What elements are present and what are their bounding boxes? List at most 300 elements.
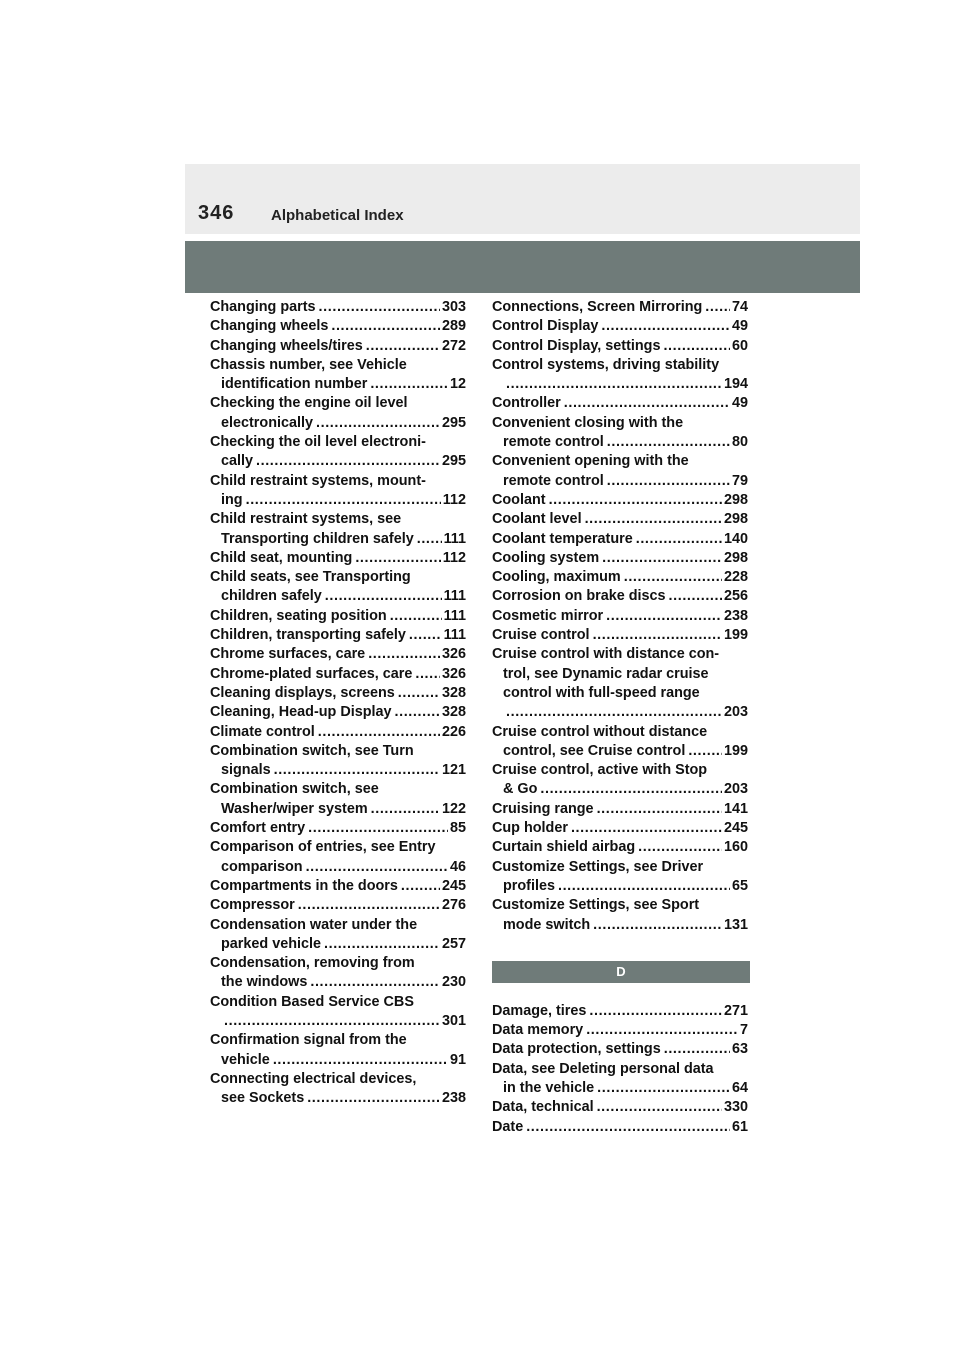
page-reference: 111: [443, 627, 466, 644]
entry-text: mode switch: [503, 916, 591, 933]
entry-text: Cruise control, active with Stop: [492, 762, 708, 779]
entry-text: Cruise control without distance: [492, 723, 708, 740]
index-entry: [210, 896, 466, 915]
dot-leader: [274, 761, 440, 780]
index-entry: [210, 780, 466, 819]
dot-leader: [331, 317, 440, 336]
entry-row: [210, 530, 466, 549]
entry-row: [492, 433, 748, 452]
entry-text: Comparison of entries, see Entry: [210, 839, 436, 856]
entry-text: children safely: [221, 588, 322, 605]
index-entry: [492, 858, 748, 897]
entry-text: Cup holder: [492, 820, 568, 837]
index-entry: [210, 317, 466, 336]
entry-row: [210, 587, 466, 606]
entry-row: [210, 935, 466, 954]
entry-row: [492, 877, 748, 896]
entry-text: Cleaning displays, screens: [210, 684, 395, 701]
entry-text: ing: [221, 491, 243, 508]
page-reference: 61: [731, 1118, 748, 1135]
page-reference: 194: [723, 376, 748, 393]
entry-text: Child restraint systems, mount-: [210, 472, 426, 489]
index-entry: [492, 1098, 748, 1117]
entry-text: & Go: [503, 781, 538, 798]
dot-leader: [355, 549, 440, 568]
page-reference: 226: [441, 723, 466, 740]
dot-leader: [273, 1051, 448, 1070]
index-entry: [492, 800, 748, 819]
entry-row: [210, 375, 466, 394]
section-letter: D: [616, 964, 626, 980]
entry-text: remote control: [503, 472, 604, 489]
dot-leader: [624, 568, 722, 587]
index-entry: [492, 761, 748, 800]
entry-text: Transporting children safely: [221, 530, 414, 547]
index-entry: [210, 742, 466, 781]
entry-text: Condensation water under the: [210, 916, 418, 933]
entry-row: [210, 414, 466, 433]
entry-text: Checking the engine oil level: [210, 395, 408, 412]
entry-text: Coolant: [492, 491, 546, 508]
entry-row: [492, 626, 748, 645]
entry-text: Connecting electrical devices,: [210, 1070, 417, 1087]
index-entry: [210, 356, 466, 395]
index-entry: [210, 433, 466, 472]
entry-text: Customize Settings, see Sport: [492, 897, 700, 914]
index-entry: [492, 317, 748, 336]
index-entry: [210, 298, 466, 317]
index-entry: [492, 1060, 748, 1099]
dot-leader: [307, 1089, 440, 1108]
index-entry: [492, 587, 748, 606]
page-reference: 245: [723, 820, 748, 837]
dot-leader: [395, 703, 440, 722]
entry-row: [492, 1079, 748, 1098]
entry-row: [210, 607, 466, 626]
section-header-d: [492, 961, 750, 983]
page-reference: 111: [443, 530, 466, 547]
dot-leader: [558, 877, 730, 896]
entry-text: Condensation, removing from: [210, 955, 415, 972]
dot-leader: [607, 472, 730, 491]
index-entry: [492, 838, 748, 857]
entry-text: Controller: [492, 395, 561, 412]
entry-text: Connections, Screen Mirroring: [492, 299, 703, 315]
page-reference: 230: [441, 974, 466, 991]
dot-leader: [306, 858, 448, 877]
entry-text: Cruising range: [492, 800, 594, 817]
page-reference: 64: [731, 1079, 748, 1096]
entry-text: Compressor: [210, 897, 295, 914]
entry-text: Coolant level: [492, 511, 582, 528]
page-reference: 238: [441, 1090, 466, 1107]
dot-leader: [417, 530, 442, 549]
entry-text: control, see Cruise control: [503, 742, 686, 759]
dot-leader: [370, 375, 448, 394]
entry-row: [492, 1118, 748, 1137]
entry-text: in the vehicle: [503, 1079, 595, 1096]
entry-row: [492, 298, 748, 317]
dot-leader: [669, 587, 722, 606]
entry-row: [492, 491, 748, 510]
page-reference: 46: [449, 858, 466, 875]
entry-text: electronically: [221, 414, 313, 431]
page-reference: 328: [441, 684, 466, 701]
index-entry: [210, 684, 466, 703]
entry-row: [492, 587, 748, 606]
entry-text: Washer/wiper system: [221, 800, 368, 817]
entry-text: Child restraint systems, see: [210, 511, 402, 528]
page-reference: 122: [441, 800, 466, 817]
dot-leader: [636, 530, 722, 549]
index-entries-d: [492, 1002, 748, 1137]
dot-leader: [316, 414, 440, 433]
entry-text: Changing wheels/tires: [210, 337, 363, 354]
dot-leader: [401, 877, 440, 896]
dot-leader: [664, 1040, 730, 1059]
entry-text: Chassis number, see Vehicle: [210, 356, 407, 373]
dot-leader: [324, 935, 440, 954]
page-reference: 203: [723, 704, 748, 721]
entry-text: Cruise control with distance con-: [492, 646, 720, 663]
dot-leader: [310, 973, 440, 992]
dot-leader: [246, 491, 441, 510]
entry-row: [210, 665, 466, 684]
page-title: Alphabetical Index: [271, 207, 404, 224]
dot-leader: [540, 780, 722, 799]
entry-row: [492, 510, 748, 529]
dot-leader: [325, 587, 442, 606]
entry-row: [210, 317, 466, 336]
entry-text: Data memory: [492, 1022, 584, 1039]
entry-text: Combination switch, see Turn: [210, 742, 414, 759]
entry-row: [210, 1089, 466, 1108]
dot-leader: [586, 1021, 738, 1040]
entry-row: [210, 858, 466, 877]
page-reference: 228: [723, 569, 748, 586]
dot-leader: [366, 337, 440, 356]
dot-leader: [409, 626, 442, 645]
page-reference: 112: [442, 491, 466, 508]
dot-leader: [318, 723, 440, 742]
page-reference: 121: [441, 762, 466, 779]
entry-text: Checking the oil level electroni-: [210, 434, 426, 451]
entry-row: [210, 626, 466, 645]
entry-row: [210, 896, 466, 915]
index-entry: [210, 703, 466, 722]
dot-leader: [256, 452, 440, 471]
index-column-right: [492, 298, 748, 1137]
dot-leader: [308, 819, 448, 838]
page-reference: 272: [441, 337, 466, 354]
dot-leader: [593, 916, 722, 935]
index-entry: [210, 877, 466, 896]
dot-leader: [319, 298, 440, 317]
index-entry: [210, 1031, 466, 1070]
entry-row: [210, 684, 466, 703]
index-entry: [210, 549, 466, 568]
page-reference: 245: [441, 877, 466, 894]
dot-leader: [606, 607, 722, 626]
entry-row: [210, 800, 466, 819]
index-entry: [492, 530, 748, 549]
entry-row: [492, 472, 748, 491]
page-reference: 111: [443, 588, 466, 605]
index-entry: [210, 723, 466, 742]
entry-text: signals: [221, 762, 271, 779]
entry-row: [210, 703, 466, 722]
entry-row: [492, 916, 748, 935]
page-reference: 74: [731, 299, 748, 315]
index-entry: [210, 568, 466, 607]
dot-leader: [601, 317, 730, 336]
page-reference: 63: [731, 1041, 748, 1058]
page-reference: 49: [731, 395, 748, 412]
dot-leader: [368, 645, 440, 664]
entry-text: Data, see Deleting personal data: [492, 1060, 714, 1077]
dot-leader: [593, 626, 722, 645]
page-reference: 85: [449, 820, 466, 837]
entry-row: [210, 973, 466, 992]
entry-row: [492, 1002, 748, 1021]
page-reference: 298: [723, 549, 748, 566]
entry-text: Changing parts: [210, 299, 316, 315]
entry-text: Cleaning, Head-up Display: [210, 704, 392, 721]
entry-row: [210, 452, 466, 471]
entry-row: [492, 317, 748, 336]
dot-leader: [224, 1012, 440, 1031]
entry-row: [210, 1012, 466, 1031]
page-reference: 7: [739, 1022, 748, 1039]
page-reference: 303: [441, 299, 466, 315]
index-entry: [492, 1118, 748, 1137]
page-reference: 141: [723, 800, 748, 817]
entry-row: [492, 780, 748, 799]
dot-leader: [371, 800, 440, 819]
entry-text: Children, seating position: [210, 607, 387, 624]
index-entry: [492, 568, 748, 587]
page-reference: 298: [723, 491, 748, 508]
page-reference: 301: [441, 1012, 466, 1029]
entry-row: [492, 742, 748, 761]
page-reference: 49: [731, 318, 748, 335]
entry-text: Confirmation signal from the: [210, 1032, 407, 1049]
index-entry: [492, 896, 748, 935]
entry-row: [210, 761, 466, 780]
index-entry: [210, 510, 466, 549]
entry-row: [492, 530, 748, 549]
page-number: 346: [198, 202, 235, 224]
entry-row: [210, 298, 466, 317]
index-entry: [210, 819, 466, 838]
dot-leader: [589, 1002, 722, 1021]
index-entry: [492, 1002, 748, 1021]
entry-text: Chrome surfaces, care: [210, 646, 366, 663]
page-reference: 328: [441, 704, 466, 721]
page-reference: 326: [441, 665, 466, 682]
page-reference: 289: [441, 318, 466, 335]
entry-row: [210, 877, 466, 896]
page-reference: 131: [723, 916, 748, 933]
entry-row: [210, 491, 466, 510]
page-reference: 257: [441, 935, 466, 952]
dot-leader: [688, 742, 722, 761]
index-entry: [492, 356, 748, 395]
entry-row: [492, 1098, 748, 1117]
entry-row: [210, 645, 466, 664]
entry-row: [492, 394, 748, 413]
dot-leader: [506, 375, 722, 394]
entry-text: Data, technical: [492, 1099, 594, 1116]
entry-row: [210, 337, 466, 356]
page-reference: 199: [723, 742, 748, 759]
index-entry: [210, 916, 466, 955]
index-entry: [210, 337, 466, 356]
entry-row: [210, 1051, 466, 1070]
index-entry: [492, 452, 748, 491]
dot-leader: [597, 1079, 730, 1098]
entry-row: [492, 838, 748, 857]
dot-leader: [607, 433, 730, 452]
index-entry: [210, 993, 466, 1032]
dot-leader: [571, 819, 722, 838]
entry-text: profiles: [503, 877, 555, 894]
index-entry: [210, 626, 466, 645]
entry-text: Convenient opening with the: [492, 453, 689, 470]
entry-row: [210, 723, 466, 742]
dot-leader: [602, 549, 722, 568]
entry-text: Convenient closing with the: [492, 414, 684, 431]
dot-leader: [663, 337, 730, 356]
dot-leader: [564, 394, 730, 413]
entry-text: Coolant temperature: [492, 530, 633, 547]
entry-text: see Sockets: [221, 1090, 305, 1107]
dot-leader: [526, 1118, 730, 1137]
page-reference: 330: [723, 1099, 748, 1116]
entry-row: [492, 607, 748, 626]
entry-row: [492, 703, 748, 722]
index-entry: [210, 394, 466, 433]
index-entries-c-continued: [492, 298, 748, 935]
index-entry: [492, 1040, 748, 1059]
entry-text: Cooling system: [492, 549, 600, 566]
dot-leader: [506, 703, 722, 722]
header-bar: [185, 241, 860, 293]
dot-leader: [415, 665, 440, 684]
entry-text: Control systems, driving stability: [492, 356, 720, 373]
page-reference: 160: [723, 839, 748, 856]
page-reference: 112: [442, 549, 466, 566]
entry-row: [492, 337, 748, 356]
entry-text: Damage, tires: [492, 1002, 587, 1019]
entry-text: Corrosion on brake discs: [492, 588, 666, 605]
entry-text: the windows: [221, 974, 308, 991]
index-entry: [210, 607, 466, 626]
dot-leader: [585, 510, 722, 529]
index-entry: [492, 414, 748, 453]
page-reference: 79: [731, 472, 748, 489]
index-entry: [210, 665, 466, 684]
index-entry: [492, 1021, 748, 1040]
entry-text: vehicle: [221, 1051, 270, 1068]
dot-leader: [638, 838, 722, 857]
index-entry: [210, 954, 466, 993]
entry-text: identification number: [221, 376, 368, 393]
entry-text: comparison: [221, 858, 303, 875]
entry-text: Child seat, mounting: [210, 549, 353, 566]
entry-text: Cosmetic mirror: [492, 607, 604, 624]
page-reference: 12: [449, 376, 466, 393]
entry-text: parked vehicle: [221, 935, 321, 952]
dot-leader: [597, 1098, 722, 1117]
entry-text: Compartments in the doors: [210, 877, 398, 894]
dot-leader: [398, 684, 440, 703]
entry-text: Child seats, see Transporting: [210, 569, 411, 586]
page-reference: 111: [443, 607, 466, 624]
index-entry: [492, 337, 748, 356]
entry-text: Cruise control: [492, 627, 590, 644]
entry-text: Customize Settings, see Driver: [492, 858, 704, 875]
entry-row: [210, 819, 466, 838]
page-reference: 199: [723, 627, 748, 644]
entry-row: [492, 1040, 748, 1059]
entry-text: control with full-speed range: [503, 684, 700, 701]
index-entry: [492, 491, 748, 510]
page-reference: 326: [441, 646, 466, 663]
entry-row: [492, 819, 748, 838]
entry-text: Climate control: [210, 723, 315, 740]
index-entry: [492, 645, 748, 722]
entry-text: Condition Based Service CBS: [210, 993, 414, 1010]
page-reference: 295: [441, 453, 466, 470]
entry-text: Control Display, settings: [492, 337, 661, 354]
page-reference: 80: [731, 434, 748, 451]
index-entry: [210, 472, 466, 511]
index-entry: [492, 510, 748, 529]
entry-text: Combination switch, see: [210, 781, 379, 798]
entry-text: Cooling, maximum: [492, 569, 621, 586]
page-reference: 298: [723, 511, 748, 528]
index-entry: [492, 626, 748, 645]
page-reference: 238: [723, 607, 748, 624]
entry-text: Children, transporting safely: [210, 627, 406, 644]
index-entry: [492, 819, 748, 838]
page-reference: 276: [441, 897, 466, 914]
index-entry: [210, 1070, 466, 1109]
entry-row: [492, 1021, 748, 1040]
entry-text: trol, see Dynamic radar cruise: [503, 665, 709, 682]
index-entry: [492, 394, 748, 413]
page-reference: 271: [723, 1002, 748, 1019]
entry-row: [492, 800, 748, 819]
entry-text: Comfort entry: [210, 820, 306, 837]
index-column-left: [210, 298, 466, 1108]
page-reference: 140: [723, 530, 748, 547]
entry-row: [210, 549, 466, 568]
entry-row: [492, 568, 748, 587]
dot-leader: [298, 896, 440, 915]
index-entry: [210, 838, 466, 877]
index-entry: [492, 607, 748, 626]
entry-text: Date: [492, 1118, 524, 1135]
dot-leader: [597, 800, 722, 819]
page-reference: 256: [723, 588, 748, 605]
index-entry: [492, 723, 748, 762]
page-reference: 91: [449, 1051, 466, 1068]
dot-leader: [549, 491, 722, 510]
entry-row: [492, 375, 748, 394]
entry-text: Control Display: [492, 318, 599, 335]
